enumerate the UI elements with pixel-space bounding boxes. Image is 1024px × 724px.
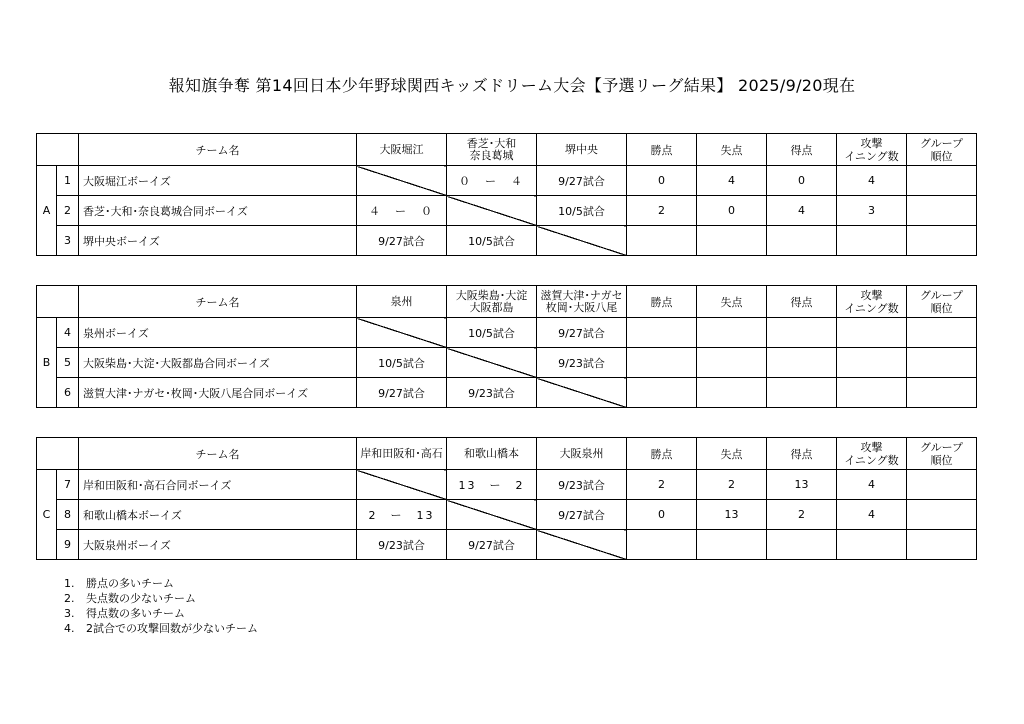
table-row [37,470,977,500]
wins-value [627,348,697,378]
self-match-cell [447,348,537,378]
match-score: 2 ー 13 [357,500,447,530]
wins-value: 0 [627,500,697,530]
group-rank-value [907,530,977,560]
group-rank-value [907,226,977,256]
wins-value [627,530,697,560]
team-name: 和歌山橋本ボーイズ [79,500,357,530]
runs-scored-value: 4 [767,196,837,226]
team-number: 2 [57,196,79,226]
runs-allowed-value [697,378,767,408]
header-opponent [447,286,537,318]
attack-innings-value: 4 [837,470,907,500]
attack-innings-value [837,530,907,560]
match-schedule: 9/27試合 [357,378,447,408]
self-match-cell [537,378,627,408]
self-match-cell [537,226,627,256]
wins-value [627,378,697,408]
runs-allowed-value [697,226,767,256]
table-row [37,530,977,560]
header-opponent [537,286,627,318]
header-line: イニング数 [844,453,899,467]
group-rank-value [907,196,977,226]
note-item: 2. 失点数の少ないチーム [64,592,196,605]
attack-innings-value: 3 [837,196,907,226]
team-number: 8 [57,500,79,530]
runs-allowed-value: 2 [697,470,767,500]
match-schedule: 9/27試合 [537,166,627,196]
header-line: イニング数 [844,149,899,163]
match-schedule: 10/5試合 [357,348,447,378]
match-schedule: 9/27試合 [447,530,537,560]
team-name: 泉州ボーイズ [79,318,357,348]
team-name: 滋賀大津･ナガセ･枚岡･大阪八尾合同ボーイズ [79,378,357,408]
runs-scored-value [767,378,837,408]
header-line: グループ [919,440,964,454]
ranking-notes [64,576,258,636]
team-name: 堺中央ボーイズ [79,226,357,256]
match-schedule: 9/27試合 [537,500,627,530]
header-attack-innings [837,134,907,166]
attack-innings-value: 4 [837,166,907,196]
group-label: A [37,166,57,256]
team-number: 4 [57,318,79,348]
match-score: ４ ー ０ [357,196,447,226]
header-group-rank [907,134,977,166]
group-table-b [36,285,977,408]
header-row [37,438,977,470]
table-row [37,348,977,378]
table-row [37,226,977,256]
team-number: 1 [57,166,79,196]
team-number: 6 [57,378,79,408]
attack-innings-value [837,226,907,256]
header-blank [37,286,79,318]
team-number: 9 [57,530,79,560]
header-wins: 勝点 [627,438,697,470]
note-item: 1. 勝点の多いチーム [64,577,174,590]
header-blank [37,134,79,166]
header-line: 大阪都島 [469,300,514,314]
header-group-rank [907,438,977,470]
group-rank-value [907,318,977,348]
team-name: 大阪堀江ボーイズ [79,166,357,196]
self-match-cell [357,166,447,196]
table-row [37,196,977,226]
team-name: 大阪泉州ボーイズ [79,530,357,560]
runs-scored-value: 0 [767,166,837,196]
attack-innings-value [837,348,907,378]
header-line: グループ [919,288,964,302]
header-runs-allowed: 失点 [697,286,767,318]
runs-scored-value [767,348,837,378]
runs-allowed-value: 4 [697,166,767,196]
match-schedule: 9/23試合 [447,378,537,408]
header-opponent: 大阪堀江 [357,134,447,166]
group-label: C [37,470,57,560]
header-group-rank [907,286,977,318]
group-rank-value [907,500,977,530]
self-match-cell [447,500,537,530]
runs-allowed-value: 0 [697,196,767,226]
header-runs-scored: 得点 [767,134,837,166]
table-row [37,166,977,196]
attack-innings-value [837,378,907,408]
note-item: 3. 得点数の多いチーム [64,607,185,620]
wins-value: 2 [627,470,697,500]
group-rank-value [907,166,977,196]
runs-allowed-value [697,348,767,378]
header-runs-scored: 得点 [767,286,837,318]
header-line: イニング数 [844,301,899,315]
runs-scored-value: 2 [767,500,837,530]
header-line: 大阪柴島･大淀 [455,288,528,302]
runs-scored-value: 13 [767,470,837,500]
table-row [37,378,977,408]
team-number: 7 [57,470,79,500]
runs-allowed-value [697,530,767,560]
header-opponent: 和歌山橋本 [447,438,537,470]
match-schedule: 9/23試合 [537,470,627,500]
header-line: 攻撃 [860,440,883,454]
team-name: 大阪柴島･大淀･大阪都島合同ボーイズ [79,348,357,378]
wins-value: 2 [627,196,697,226]
header-opponent: 大阪泉州 [537,438,627,470]
header-row [37,286,977,318]
runs-scored-value [767,226,837,256]
table-row [37,500,977,530]
header-opponent: 岸和田阪和･高石 [357,438,447,470]
runs-allowed-value [697,318,767,348]
note-item: 4. 2試合での攻撃回数が少ないチーム [64,622,258,635]
header-wins: 勝点 [627,286,697,318]
header-runs-scored: 得点 [767,438,837,470]
header-line: 奈良葛城 [469,148,514,162]
match-schedule: 9/27試合 [537,318,627,348]
team-name: 岸和田阪和･高石合同ボーイズ [79,470,357,500]
match-schedule: 10/5試合 [447,318,537,348]
header-team-name: チーム名 [79,438,357,470]
group-label: B [37,318,57,408]
match-schedule: 9/23試合 [357,530,447,560]
group-table-a [36,133,977,256]
header-attack-innings [837,286,907,318]
header-line: 攻撃 [860,288,883,302]
header-line: 滋賀大津･ナガセ [540,288,623,302]
runs-scored-value [767,530,837,560]
match-schedule: 10/5試合 [537,196,627,226]
header-line: 香芝･大和 [466,136,517,150]
header-runs-allowed: 失点 [697,134,767,166]
header-line: 攻撃 [860,136,883,150]
header-attack-innings [837,438,907,470]
page-title: 報知旗争奪 第14回日本少年野球関西キッズドリーム大会【予選リーグ結果】 2025/9/20現在 [168,76,856,95]
wins-value: 0 [627,166,697,196]
attack-innings-value: 4 [837,500,907,530]
match-score: 13 ー 2 [447,470,537,500]
header-blank [37,438,79,470]
match-schedule: 9/27試合 [357,226,447,256]
self-match-cell [537,530,627,560]
team-name: 香芝･大和･奈良葛城合同ボーイズ [79,196,357,226]
team-number: 3 [57,226,79,256]
group-rank-value [907,470,977,500]
self-match-cell [447,196,537,226]
header-team-name: チーム名 [79,134,357,166]
self-match-cell [357,470,447,500]
self-match-cell [357,318,447,348]
header-line: グループ [919,136,964,150]
team-number: 5 [57,348,79,378]
header-opponent: 泉州 [357,286,447,318]
runs-allowed-value: 13 [697,500,767,530]
header-opponent [447,134,537,166]
attack-innings-value [837,318,907,348]
header-wins: 勝点 [627,134,697,166]
header-line: 順位 [930,453,953,467]
match-schedule: 9/23試合 [537,348,627,378]
wins-value [627,318,697,348]
header-line: 順位 [930,301,953,315]
header-row [37,134,977,166]
table-row [37,318,977,348]
header-line: 枚岡･大阪八尾 [545,300,618,314]
wins-value [627,226,697,256]
header-line: 順位 [930,149,953,163]
group-table-c [36,437,977,560]
group-rank-value [907,378,977,408]
match-schedule: 10/5試合 [447,226,537,256]
header-team-name: チーム名 [79,286,357,318]
header-opponent: 堺中央 [537,134,627,166]
match-score: ０ ー ４ [447,166,537,196]
header-runs-allowed: 失点 [697,438,767,470]
group-rank-value [907,348,977,378]
runs-scored-value [767,318,837,348]
